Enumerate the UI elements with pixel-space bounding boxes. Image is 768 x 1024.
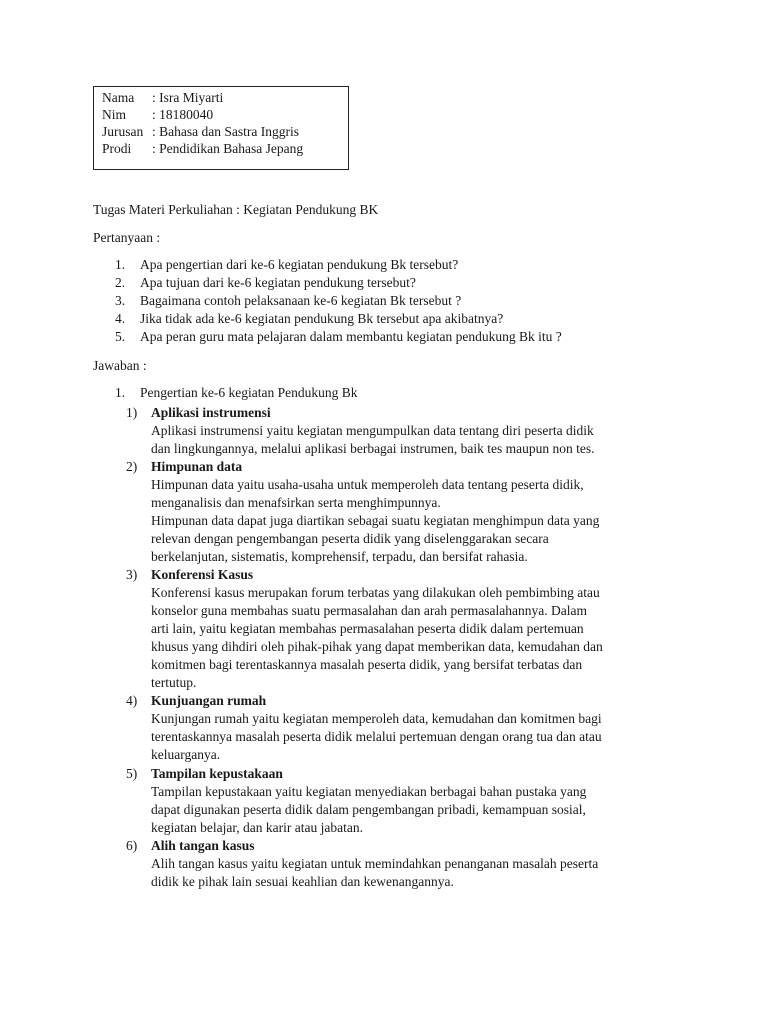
sub-item-line	[0, 512, 768, 530]
question-number: 2.	[115, 275, 126, 290]
question-number: 4.	[115, 311, 126, 326]
sub-item-line	[0, 548, 768, 566]
question-item	[0, 328, 768, 346]
answer-text: Pengertian ke-6 kegiatan Pendukung Bk	[140, 385, 358, 400]
sub-item-number: 5)	[126, 766, 138, 781]
sub-item-line	[0, 728, 768, 746]
paragraph-line: khusus yang dihdiri oleh pihak-pihak yang dapat memberikan data, kemudahan dan	[151, 639, 603, 654]
paragraph-line: Konferensi kasus merupakan forum terbatas yang dilakukan oleh pembimbing atau	[151, 585, 600, 600]
sub-item-header	[0, 566, 768, 584]
question-item	[0, 310, 768, 328]
sub-item-line	[0, 422, 768, 440]
sub-item-line	[0, 783, 768, 801]
paragraph-line: kegiatan belajar, dan karir atau jabatan.	[151, 820, 363, 835]
question-text: Jika tidak ada ke-6 kegiatan pendukung Bk tersebut apa akibatnya?	[140, 311, 504, 326]
paragraph-line: Tampilan kepustakaan yaitu kegiatan menyediakan berbagai bahan pustaka yang	[151, 784, 587, 799]
paragraph-line: keluarganya.	[151, 747, 221, 762]
paragraph-line: komitmen bagi terentaskannya masalah peserta didik, yang bersifat terbatas dan	[151, 657, 583, 672]
question-number: 3.	[115, 293, 126, 308]
sub-item-header	[0, 765, 768, 783]
question-text: Bagaimana contoh pelaksanaan ke-6 kegiatan Bk tersebut ?	[140, 293, 462, 308]
sub-item-line	[0, 494, 768, 512]
sub-item-title: Konferensi Kasus	[151, 567, 254, 582]
paragraph-line: terentaskannya masalah peserta didik melalui pertemuan dengan orang tua dan atau	[151, 729, 602, 744]
question-text: Apa pengertian dari ke-6 kegiatan pendukung Bk tersebut?	[140, 257, 459, 272]
sub-item-line	[0, 873, 768, 891]
paragraph-line: Alih tangan kasus yaitu kegiatan untuk memindahkan penanganan masalah peserta	[151, 856, 599, 871]
paragraph-line: arti lain, yaitu kegiatan membahas permasalahan peserta didik dalam pertemuan	[151, 621, 584, 636]
sub-item-number: 6)	[126, 838, 138, 853]
answers-heading: Jawaban :	[93, 358, 147, 373]
task-title: Tugas Materi Perkuliahan : Kegiatan Pendukung BK	[93, 202, 379, 217]
sub-item-header	[0, 692, 768, 710]
sub-item-line	[0, 620, 768, 638]
question-item	[0, 256, 768, 274]
sub-item-line	[0, 674, 768, 692]
sub-item-line	[0, 602, 768, 620]
identity-label: Nama	[102, 90, 135, 105]
sub-item-line	[0, 530, 768, 548]
sub-item-title: Himpunan data	[151, 459, 243, 474]
identity-label: Jurusan	[102, 124, 144, 139]
sub-item-number: 1)	[126, 405, 138, 420]
question-item	[0, 274, 768, 292]
question-number: 5.	[115, 329, 126, 344]
sub-item-number: 4)	[126, 693, 138, 708]
sub-item-line	[0, 855, 768, 873]
sub-item-title: Kunjuangan rumah	[151, 693, 267, 708]
sub-item-number: 3)	[126, 567, 138, 582]
sub-item-line	[0, 440, 768, 458]
sub-item-title: Alih tangan kasus	[151, 838, 255, 853]
sub-item-line	[0, 819, 768, 837]
identity-box	[93, 86, 349, 170]
sub-item-header	[0, 458, 768, 476]
sub-item-title: Tampilan kepustakaan	[151, 766, 283, 781]
sub-item-title: Aplikasi instrumensi	[151, 405, 271, 420]
identity-value: : Bahasa dan Sastra Inggris	[152, 124, 299, 139]
sub-item-line	[0, 710, 768, 728]
paragraph-line: relevan dengan pengembangan peserta didik yang diselenggarakan secara	[151, 531, 549, 546]
sub-item-line	[0, 638, 768, 656]
paragraph-line: konselor guna membahas suatu permasalahan dan arah permasalahannya. Dalam	[151, 603, 587, 618]
identity-label: Nim	[102, 107, 127, 122]
identity-label: Prodi	[102, 141, 132, 156]
identity-value: : Pendidikan Bahasa Jepang	[152, 141, 304, 156]
paragraph-line: dapat digunakan peserta didik dalam pengembangan pribadi, kemampuan sosial,	[151, 802, 586, 817]
paragraph-line: Kunjungan rumah yaitu kegiatan memperoleh data, kemudahan dan komitmen bagi	[151, 711, 602, 726]
answer-item	[0, 384, 768, 402]
sub-item-header	[0, 837, 768, 855]
answer-number: 1.	[115, 385, 126, 400]
paragraph-line: Himpunan data dapat juga diartikan sebagai suatu kegiatan menghimpun data yang	[151, 513, 600, 528]
sub-item-header	[0, 404, 768, 422]
question-number: 1.	[115, 257, 126, 272]
question-item	[0, 292, 768, 310]
sub-item-number: 2)	[126, 459, 138, 474]
sub-item-line	[0, 746, 768, 764]
question-text: Apa tujuan dari ke-6 kegiatan pendukung tersebut?	[140, 275, 416, 290]
identity-value: : 18180040	[152, 107, 214, 122]
questions-heading: Pertanyaan :	[93, 230, 161, 245]
paragraph-line: menganalisis dan menafsirkan serta menghimpunnya.	[151, 495, 441, 510]
sub-item-line	[0, 476, 768, 494]
paragraph-line: Himpunan data yaitu usaha-usaha untuk memperoleh data tentang peserta didik,	[151, 477, 584, 492]
paragraph-line: Aplikasi instrumensi yaitu kegiatan mengumpulkan data tentang diri peserta didik	[151, 423, 594, 438]
paragraph-line: dan lingkungannya, melalui aplikasi berbagai instrumen, baik tes maupun non tes.	[151, 441, 595, 456]
paragraph-line: tertutup.	[151, 675, 197, 690]
sub-item-line	[0, 656, 768, 674]
question-text: Apa peran guru mata pelajaran dalam membantu kegiatan pendukung Bk itu ?	[140, 329, 562, 344]
paragraph-line: didik ke pihak lain sesuai keahlian dan kewenangannya.	[151, 874, 454, 889]
paragraph-line: berkelanjutan, sistematis, komprehensif, terpadu, dan bersifat rahasia.	[151, 549, 528, 564]
sub-item-line	[0, 584, 768, 602]
identity-value: : Isra Miyarti	[152, 90, 224, 105]
sub-item-line	[0, 801, 768, 819]
